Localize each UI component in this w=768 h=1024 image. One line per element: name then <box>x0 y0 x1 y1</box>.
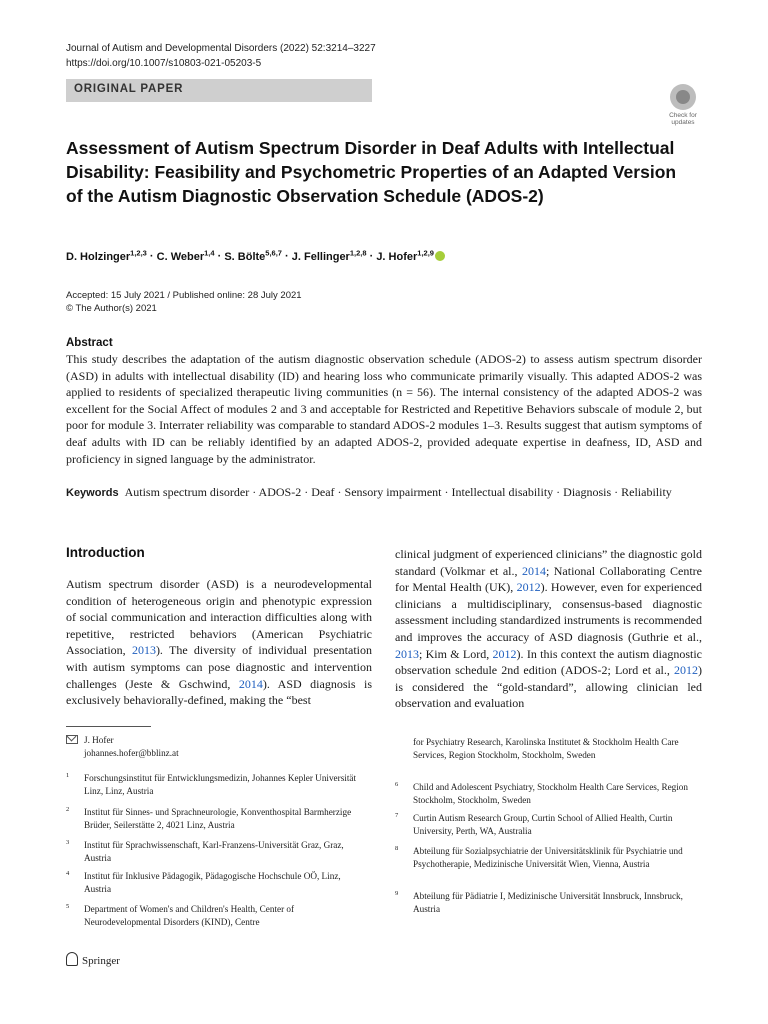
keywords-list: Autism spectrum disorder · ADOS-2 · Deaf · Sensory impairment · Intellectual disability · Diagnosis · Reliability <box>124 485 672 499</box>
abstract-text: This study describes the adaptation of the autism diagnostic observation schedule (ADOS-2) to assess autism spectrum disorder (ASD) in adults with intellectual disability (ID) and hearing loss who communicate primarily visually. This adapted ADOS-2 was applied to residents of specialized therapeutic living communities (n = 56). The internal consistency of the adapted ADOS-2 was excellent for the Social Affect of modules 2 and 3 and acceptable for Restricted and Repetitive Behaviors subscale of module 2, but poor for module 3. Interrater reliability was comparable to standard ADOS-2 modules 1–3. Results suggest that autism symptoms of deaf adults with ID can be reliably identified by an adapted ADOS-2, provided adequate expertise in deafness, ID, ASD and proficiency in signed language by the administrator. <box>66 352 702 466</box>
doi-link[interactable]: https://doi.org/10.1007/s10803-021-05203-5 <box>66 58 262 69</box>
accepted-published: Accepted: 15 July 2021 / Published online: 28 July 2021 <box>66 290 302 301</box>
author-list: D. Holzinger$^{1,2,3}$ · C. Weber$^{1,4}$ · S. Bölte$^{5,6,7}$ · J. Fellinger$^{1,2,8}$ · J. Hofer$^{1,2,9}$ <box>66 248 445 263</box>
article-type-banner <box>66 79 372 102</box>
footnote: 9 Abteilung für Pädiatrie I, Medizinische Universität Innsbruck, Innsbruck, Austria <box>395 890 683 914</box>
abstract-heading: Abstract <box>66 337 113 349</box>
orcid-icon[interactable] <box>435 251 445 261</box>
journal-citation <box>66 41 376 71</box>
keywords <box>66 484 702 502</box>
author[interactable]: C. Weber$^{1,4}$ <box>156 248 215 263</box>
copyright: © The Author(s) 2021 <box>66 303 157 314</box>
citation-link[interactable]: 2014 <box>521 563 546 578</box>
badge-line-2: updates <box>671 119 695 126</box>
paper-title: Assessment of Autism Spectrum Disorder in Deaf Adults with Intellectual Disability: Feasibility and Psychometric Properties of an Adapted Version of the Autism Diagnostic Observation Schedule (ADOS-2) <box>66 138 677 206</box>
footnote: for Psychiatry Research, Karolinska Institutet & Stockholm Health Care Services, Region Stockholm, Stockholm, Sweden <box>413 737 679 760</box>
footnote: 4 Institut für Inklusive Pädagogik, Pädagogische Hochschule OÖ, Linz, Austria <box>66 870 341 894</box>
envelope-icon <box>66 735 78 744</box>
citation-link[interactable]: 2013 <box>131 643 156 658</box>
author[interactable]: S. Bölte$^{5,6,7}$ <box>224 248 282 263</box>
footnote: 7 Curtin Autism Research Group, Curtin School of Allied Health, Curtin University, Perth, WA, Australia <box>395 812 673 836</box>
correspondence <box>66 734 372 760</box>
author[interactable]: J. Fellinger$^{1,2,8}$ <box>291 248 367 263</box>
introduction-heading: Introduction <box>66 545 145 560</box>
check-updates-icon <box>670 84 696 110</box>
springer-logo-icon <box>66 952 78 966</box>
intro-column-right: clinical judgment of experienced clinicians” the diagnostic gold standard (Volkmar et al., 2014; National Collaborating Centre for Mental Health (UK), 2012). However, even for experienced clinicians a multidisciplinary, consensus-based diagnostic assessment including standardized instruments is recommended and improves the accuracy of ASD diagnosis (Guthrie et al., 2013; Kim & Lord, 2012). In this context the autism diagnostic observation schedule 2nd edition (ADOS-2; Lord et al., 2012) is considered the “gold-standard”, allowing clinician led observation and evaluation <box>395 547 702 711</box>
publication-dates <box>66 289 302 315</box>
footnote: 5 Department of Women's and Children's Health, Center of Neurodevelopmental Disorders (KIND), Centre <box>66 903 295 927</box>
footnote: 8 Abteilung für Sozialpsychiatrie der Universitätsklinik für Psychiatrie und Psychotherapie, Medizinische Universität Wien, Vienna, Austria <box>395 845 683 869</box>
badge-text <box>662 112 704 126</box>
correspondence-name: J. Hofer <box>84 735 114 745</box>
publisher-footer <box>66 952 120 967</box>
publisher-name: Springer <box>82 955 120 967</box>
citation-link[interactable]: 2013 <box>395 646 419 661</box>
citation-link[interactable]: 2012 <box>674 663 698 678</box>
check-for-updates-badge[interactable] <box>662 84 704 126</box>
citation-link[interactable]: 2014 <box>238 676 263 691</box>
journal-line: Journal of Autism and Developmental Disorders (2022) 52:3214–3227 <box>66 43 376 54</box>
citation-link[interactable]: 2012 <box>492 646 517 661</box>
intro-column-left: Autism spectrum disorder (ASD) is a neurodevelopmental condition of heterogeneous origin and phenotypic expression of social communication and interaction difficulties along with repetitive, restricted behaviors (American Psychiatric Association, 2013). The diversity of individual presentation with autism symptoms can pose diagnostic and intervention challenges (Jeste & Gschwind, 2014). ASD diagnosis is exclusively behaviorally-defined, making the “best <box>66 577 372 708</box>
badge-line-1: Check for <box>669 112 697 119</box>
footnote: 1 Forschungsinstitut für Entwicklungsmedizin, Johannes Kepler Universität Linz, Linz, Austria <box>66 772 357 796</box>
footnote: 6 Child and Adolescent Psychiatry, Stockholm Health Care Services, Region Stockholm, Stockholm, Sweden <box>395 781 688 805</box>
footnote: 3 Institut für Sprachwissenschaft, Karl-Franzens-Universität Graz, Graz, Austria <box>66 839 344 863</box>
article-type-label: ORIGINAL PAPER <box>74 83 184 95</box>
author[interactable]: D. Holzinger$^{1,2,3}$ <box>66 248 147 263</box>
author[interactable]: J. Hofer$^{1,2,9}$ <box>376 248 434 263</box>
footnote-divider <box>66 726 151 727</box>
citation-link[interactable]: 2012 <box>516 580 541 595</box>
footnote: 2 Institut für Sinnes- und Sprachneurologie, Konventhospital Barmherzige Brüder, Seilerstätte 2, 4021 Linz, Austria <box>66 806 352 830</box>
keywords-label: Keywords <box>66 487 119 499</box>
correspondence-email[interactable]: johannes.hofer@bblinz.at <box>84 747 179 758</box>
